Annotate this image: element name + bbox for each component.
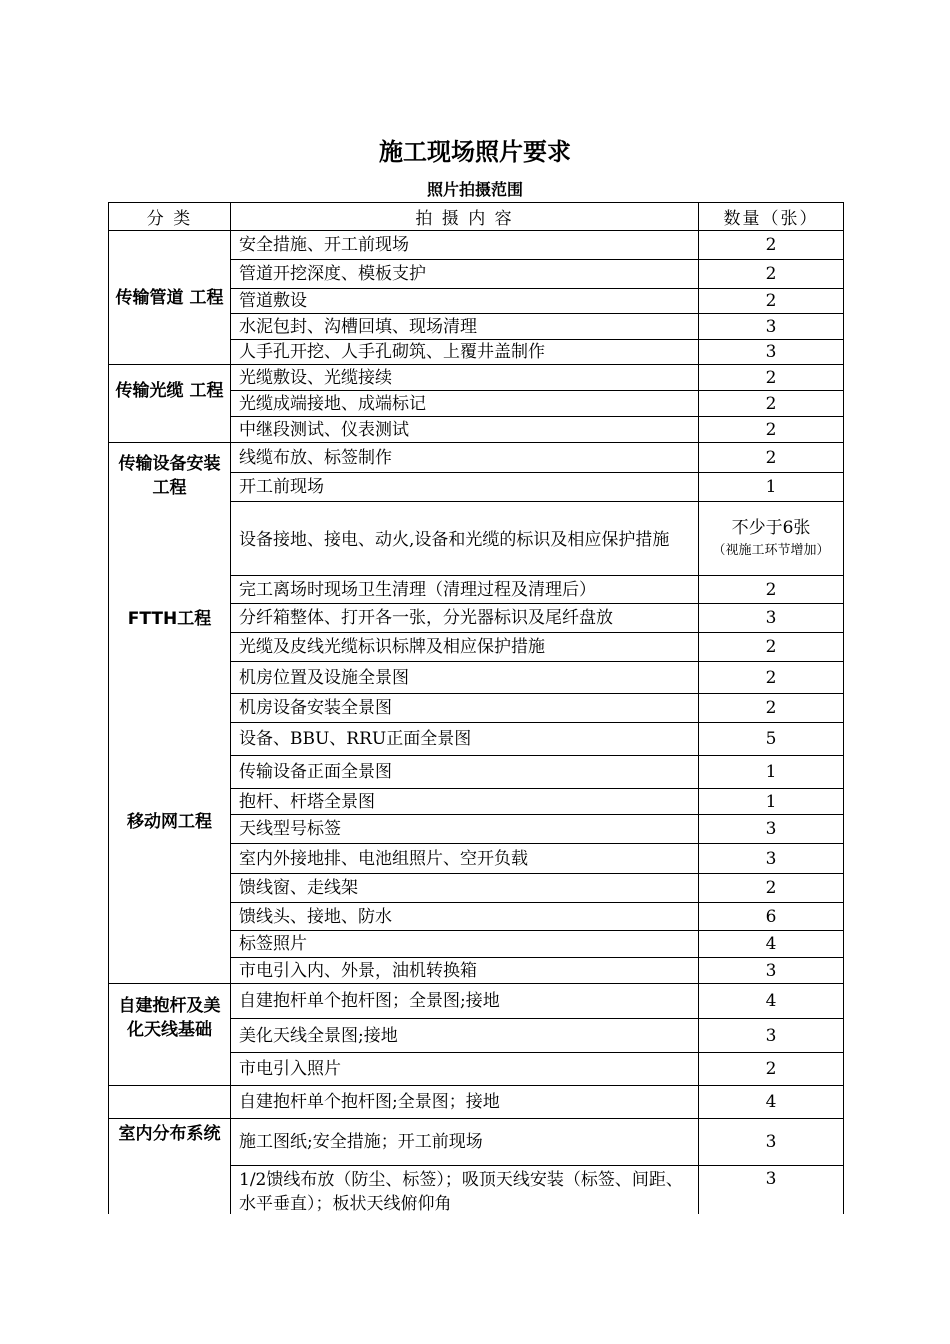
count-cell: 2 <box>699 633 844 662</box>
category-label: 移动网工程 <box>127 812 212 833</box>
content-cell: 光缆成端接地、成端标记 <box>231 391 699 417</box>
content-cell: 人手孔开挖、人手孔砌筑、上覆井盖制作 <box>231 340 699 365</box>
count-cell: 2 <box>699 443 844 473</box>
count-cell: 3 <box>699 314 844 340</box>
content-cell: 设备接地、接电、动火,设备和光缆的标识及相应保护措施 <box>231 502 699 576</box>
content-cell: 线缆布放、标签制作 <box>231 443 699 473</box>
content-cell: 开工前现场 <box>231 473 699 502</box>
category-cell-device-cont <box>109 502 231 576</box>
content-cell: 施工图纸;安全措施；开工前现场 <box>231 1119 699 1166</box>
content-cell: 1/2馈线布放（防尘、标签）；吸顶天线安装（标签、间距、水平垂直）；板状天线俯仰角 <box>231 1166 699 1215</box>
table-subtitle: 照片拍摄范围 <box>426 180 523 199</box>
table-row <box>109 231 844 260</box>
content-cell: 安全措施、开工前现场 <box>231 231 699 260</box>
count-cell: 2 <box>699 874 844 903</box>
content-cell: 室内外接地排、电池组照片、空开负载 <box>231 844 699 874</box>
content-cell: 机房位置及设施全景图 <box>231 662 699 694</box>
content-cell: 机房设备安装全景图 <box>231 694 699 723</box>
category-cell: 室内分布系统 <box>109 1119 231 1215</box>
count-note: （视施工环节增加） <box>712 542 830 558</box>
table-row <box>109 443 844 473</box>
content-cell: 市电引入照片 <box>231 1053 699 1086</box>
count-cell: 3 <box>699 604 844 633</box>
category-cell: 传输光缆 工程 <box>109 365 231 443</box>
category-label: 传输设备安装工程 <box>118 453 221 498</box>
content-cell: 设备、BBU、RRU正面全景图 <box>231 723 699 756</box>
category-cell-pole-cont <box>109 1086 231 1119</box>
count-cell: 1 <box>699 756 844 789</box>
table-row <box>109 1119 844 1166</box>
count-cell: 3 <box>699 340 844 365</box>
count-cell: 2 <box>699 231 844 260</box>
content-cell: 分纤箱整体、打开各一张，分光器标识及尾纤盘放 <box>231 604 699 633</box>
table-header-row <box>109 203 844 231</box>
count-cell: 2 <box>699 576 844 604</box>
table-row <box>109 662 844 694</box>
count-value: 不少于6张 <box>731 517 811 538</box>
count-cell: 2 <box>699 289 844 314</box>
category-cell: 传输管道 工程 <box>109 231 231 365</box>
content-cell: 光缆敷设、光缆接续 <box>231 365 699 391</box>
photo-requirements-table <box>108 202 844 1214</box>
count-cell: 2 <box>699 694 844 723</box>
count-cell: 3 <box>699 1166 844 1215</box>
content-cell: 美化天线全景图;接地 <box>231 1019 699 1053</box>
content-cell: 完工离场时现场卫生清理（清理过程及清理后） <box>231 576 699 604</box>
count-cell: 2 <box>699 260 844 289</box>
count-cell: 2 <box>699 365 844 391</box>
content-cell: 中继段测试、仪表测试 <box>231 417 699 443</box>
count-cell: 6 <box>699 903 844 931</box>
content-cell: 自建抱杆单个抱杆图;全景图；接地 <box>231 1086 699 1119</box>
table-row <box>109 1086 844 1119</box>
category-label: FTTH工程 <box>127 608 212 629</box>
content-cell: 光缆及皮线光缆标识标牌及相应保护措施 <box>231 633 699 662</box>
count-cell: 4 <box>699 984 844 1019</box>
content-cell: 管道敷设 <box>231 289 699 314</box>
content-cell: 传输设备正面全景图 <box>231 756 699 789</box>
table-row <box>109 576 844 604</box>
content-cell: 自建抱杆单个抱杆图；全景图;接地 <box>231 984 699 1019</box>
count-cell: 2 <box>699 391 844 417</box>
count-cell: 3 <box>699 1119 844 1166</box>
count-cell: 1 <box>699 789 844 815</box>
count-cell <box>699 502 844 576</box>
count-cell: 3 <box>699 958 844 984</box>
category-cell-ftth <box>109 576 231 662</box>
category-cell-mobile <box>109 662 231 984</box>
count-cell: 1 <box>699 473 844 502</box>
table-row <box>109 502 844 576</box>
table-row <box>109 984 844 1019</box>
count-cell: 2 <box>699 417 844 443</box>
count-cell: 2 <box>699 662 844 694</box>
content-cell: 水泥包封、沟槽回填、现场清理 <box>231 314 699 340</box>
page-title: 施工现场照片要求 <box>379 138 571 166</box>
content-cell: 天线型号标签 <box>231 815 699 844</box>
count-cell: 3 <box>699 1019 844 1053</box>
category-cell-device <box>109 443 231 502</box>
header-content: 拍 摄 内 容 <box>231 203 699 231</box>
count-cell: 2 <box>699 1053 844 1086</box>
header-count: 数量（张） <box>699 203 844 231</box>
header-category: 分 类 <box>109 203 231 231</box>
content-cell: 馈线窗、走线架 <box>231 874 699 903</box>
content-cell: 馈线头、接地、防水 <box>231 903 699 931</box>
count-cell: 4 <box>699 931 844 958</box>
count-cell: 3 <box>699 844 844 874</box>
table-row <box>109 365 844 391</box>
count-cell: 3 <box>699 815 844 844</box>
photo-requirements-table-frame <box>108 202 844 1214</box>
content-cell: 抱杆、杆塔全景图 <box>231 789 699 815</box>
content-cell: 管道开挖深度、模板支护 <box>231 260 699 289</box>
count-cell: 5 <box>699 723 844 756</box>
count-cell: 4 <box>699 1086 844 1119</box>
content-cell: 标签照片 <box>231 931 699 958</box>
category-cell: 自建抱杆及美化天线基础 <box>109 984 231 1086</box>
content-cell: 市电引入内、外景，油机转换箱 <box>231 958 699 984</box>
